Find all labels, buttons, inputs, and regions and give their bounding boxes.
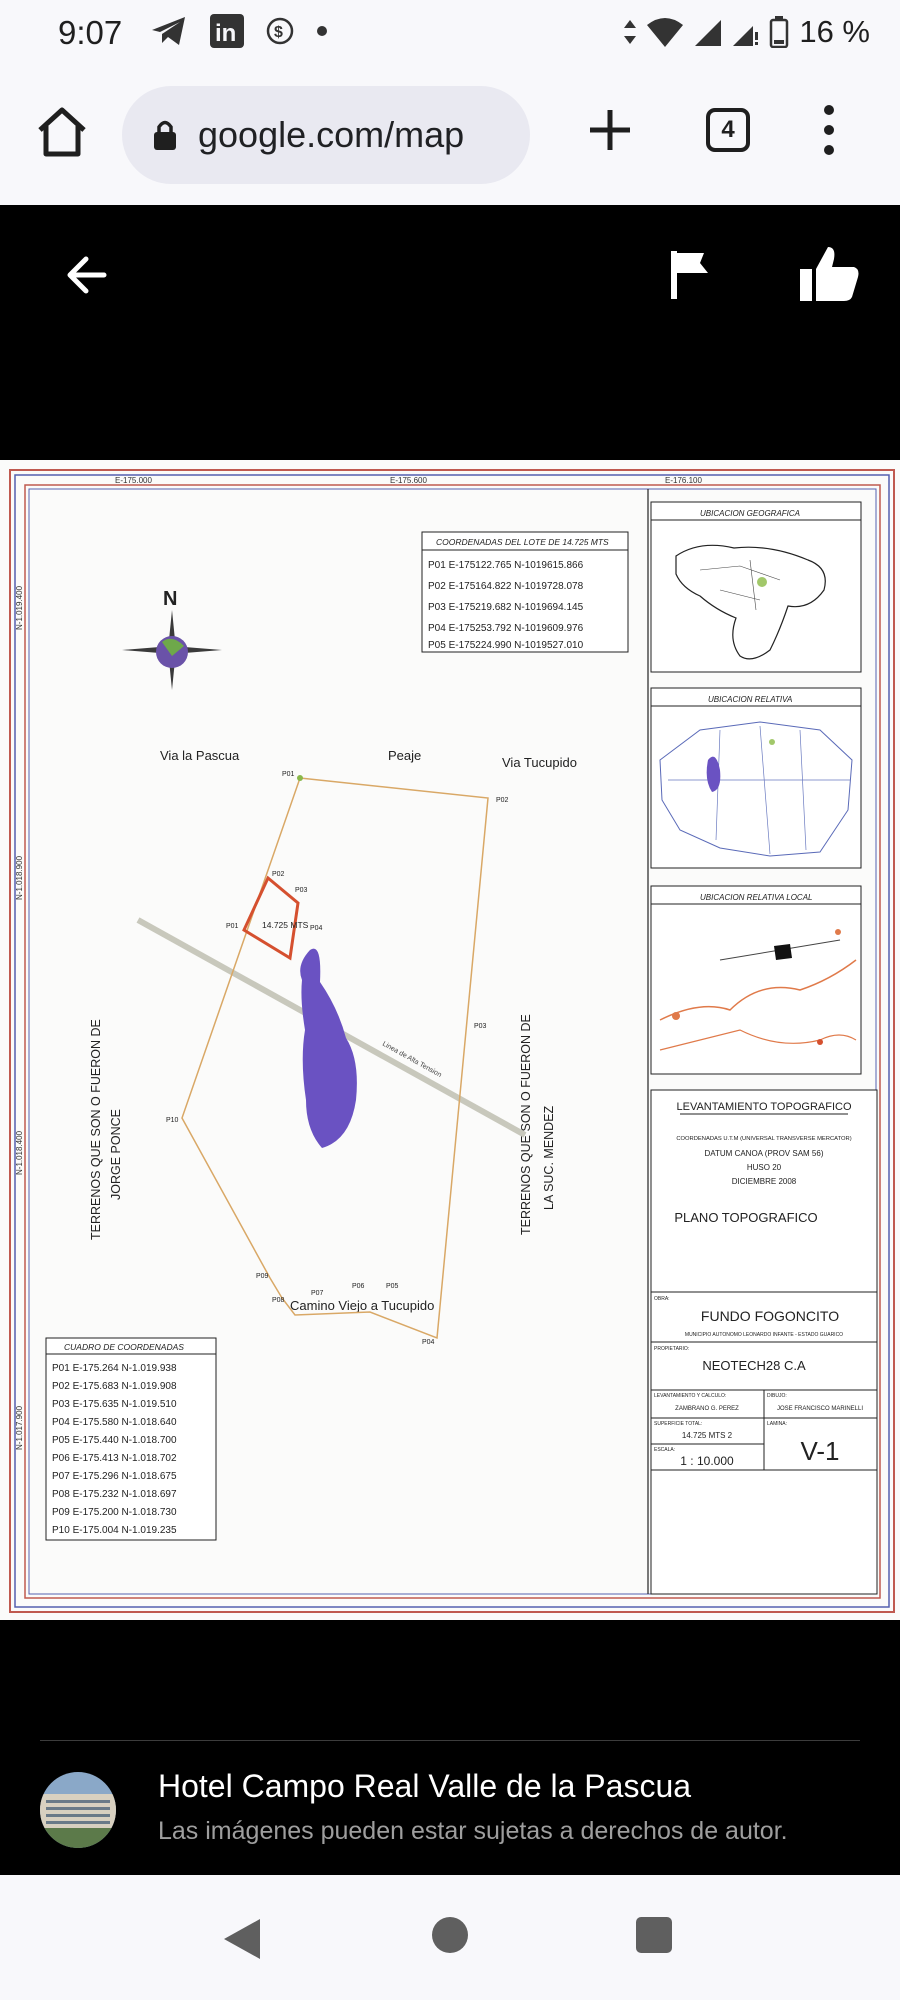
image-caption — [0, 1738, 900, 1875]
caption-divider — [40, 1740, 860, 1741]
north-label: N — [163, 588, 178, 610]
signal-2-icon — [731, 18, 759, 46]
thumbs-up-icon[interactable] — [798, 243, 860, 305]
propietario-label: PROPIETARIO: — [654, 1346, 690, 1352]
data-arrows-icon — [623, 18, 637, 46]
point-label: P03 — [295, 887, 308, 894]
nav-recents-icon[interactable] — [636, 1917, 672, 1953]
grid-label-left: N-1.018.900 — [15, 855, 24, 900]
label-terrenos-right: TERRENOS QUE SON O FUERON DE — [519, 1014, 533, 1235]
point-label: P08 — [272, 1297, 285, 1304]
owner-name: NEOTECH28 C.A — [702, 1358, 806, 1373]
url-text: google.com/map — [198, 114, 465, 155]
coord-table-row: P09 E-175.200 N-1.018.730 — [52, 1507, 177, 1518]
coordinates-table — [46, 1338, 216, 1540]
signal-icon — [693, 18, 721, 46]
caption-copyright: Las imágenes pueden estar sujetas a derechos de autor. — [158, 1817, 788, 1845]
municipio-text: MUNICIPIO AUTONOMO LEONARDO INFANTE - ESTADO GUARICO — [684, 1332, 844, 1338]
compass-rose-icon — [122, 588, 222, 690]
linkedin-icon — [210, 14, 244, 48]
lot-coordinates-table — [422, 532, 628, 652]
grid-label-left: N-1.019.400 — [15, 585, 24, 630]
label-via-tucupido: Via Tucupido — [502, 755, 577, 770]
title-line: DATUM CANOA (PROV SAM 56) — [704, 1149, 824, 1158]
topographic-map-image — [0, 460, 900, 1620]
label-linea-alta-tension: Linea de Alta Tension — [381, 1040, 443, 1079]
boundary-point-marker — [297, 775, 303, 781]
lot-table-row: P03 E-175219.682 N-1019694.145 — [428, 602, 584, 613]
caption-title[interactable]: Hotel Campo Real Valle de la Pascua — [158, 1768, 692, 1804]
svg-text:$: $ — [274, 24, 283, 41]
coord-table-row: P10 E-175.004 N-1.019.235 — [52, 1525, 177, 1536]
sheet-number: V-1 — [800, 1436, 840, 1466]
point-label: P07 — [311, 1290, 324, 1297]
lot-table-title: COORDENADAS DEL LOTE DE 14.725 MTS — [436, 537, 609, 547]
label-terrenos-left: TERRENOS QUE SON O FUERON DE — [89, 1019, 103, 1240]
point-label: P03 — [474, 1023, 487, 1030]
topographic-plan — [0, 460, 900, 1620]
label-terrenos-right-owner: LA SUC. MENDEZ — [542, 1105, 556, 1210]
point-label: P04 — [310, 925, 323, 932]
lamina-label: LAMINA: — [767, 1421, 788, 1427]
inset-title: UBICACION RELATIVA LOCAL — [700, 893, 813, 902]
coord-table-row: P04 E-175.580 N-1.018.640 — [52, 1417, 177, 1428]
source-thumbnail[interactable] — [40, 1772, 116, 1848]
tab-switcher-button[interactable]: 4 — [706, 108, 750, 152]
home-icon[interactable] — [30, 100, 94, 164]
point-label: P02 — [496, 797, 509, 804]
surveyor-name: ZAMBRANO G. PEREZ — [675, 1406, 739, 1412]
system-icons — [623, 14, 870, 50]
point-label: P01 — [282, 771, 295, 778]
label-terrenos-left-owner: JORGE PONCE — [109, 1109, 123, 1200]
grid-label-top: E-175.000 — [115, 476, 152, 485]
address-bar[interactable] — [122, 86, 530, 184]
status-time: 9:07 — [58, 14, 123, 51]
grid-label-top: E-175.600 — [390, 476, 427, 485]
fundo-name: FUNDO FOGONCITO — [700, 1308, 840, 1324]
lake-area — [300, 949, 357, 1148]
coord-table-row: P03 E-175.635 N-1.019.510 — [52, 1399, 177, 1410]
scale-value: 1 : 10.000 — [680, 1454, 734, 1468]
wifi-icon — [647, 17, 683, 47]
notification-icons — [150, 14, 328, 48]
drafter-name: JOSE FRANCISCO MARINELLI — [776, 1406, 864, 1412]
label-peaje: Peaje — [388, 748, 422, 763]
dot-icon — [316, 25, 328, 37]
title-block — [651, 1090, 877, 1594]
nav-home-icon[interactable] — [432, 1917, 468, 1953]
label-via-la-pascua: Via la Pascua — [160, 748, 240, 763]
lot-area-label: 14.725 MTS — [262, 920, 309, 930]
point-label: P06 — [352, 1283, 365, 1290]
nav-back-icon[interactable] — [222, 1917, 262, 1961]
svg-text:in: in — [215, 20, 237, 47]
point-label: P01 — [226, 923, 239, 930]
coord-table-title: CUADRO DE COORDENADAS — [64, 1342, 184, 1352]
plan-title: PLANO TOPOGRAFICO — [674, 1210, 818, 1225]
more-menu-icon[interactable] — [812, 100, 846, 160]
inset-local-location — [651, 886, 861, 1074]
title-line: DICIEMBRE 2008 — [731, 1177, 797, 1186]
browser-toolbar — [0, 70, 900, 205]
inset-relative-location — [651, 688, 861, 868]
point-label: P10 — [166, 1117, 179, 1124]
dollar-icon — [266, 17, 294, 45]
lot-table-row: P02 E-175164.822 N-1019728.078 — [428, 581, 584, 592]
dibujo-label: DIBUJO: — [767, 1393, 787, 1399]
inset-title: UBICACION RELATIVA — [708, 695, 793, 704]
inset-geographic-location — [651, 502, 861, 672]
coord-table-row: P02 E-175.683 N-1.019.908 — [52, 1381, 177, 1392]
lot-table-row: P05 E-175224.990 N-1019527.010 — [428, 640, 584, 651]
image-viewer — [0, 205, 900, 1875]
grid-label-left: N-1.017.900 — [15, 1405, 24, 1450]
new-tab-icon[interactable] — [580, 100, 640, 160]
battery-icon — [769, 16, 789, 48]
hotel-thumbnail-image — [40, 1772, 116, 1848]
lock-icon — [152, 118, 178, 152]
point-label: P09 — [256, 1273, 269, 1280]
obra-label: OBRA: — [654, 1296, 670, 1302]
coord-table-row: P07 E-175.296 N-1.018.675 — [52, 1471, 177, 1482]
title-line: HUSO 20 — [746, 1163, 782, 1172]
superficie-label: SUPERFICIE TOTAL: — [654, 1421, 703, 1427]
title-heading: LEVANTAMIENTO TOPOGRAFICO — [676, 1101, 852, 1113]
coord-table-row: P08 E-175.232 N-1.018.697 — [52, 1489, 177, 1500]
system-nav-bar — [0, 1875, 900, 2000]
lot-table-row: P04 E-175253.792 N-1019609.976 — [428, 623, 584, 634]
point-label: P02 — [272, 871, 285, 878]
coord-table-row: P05 E-175.440 N-1.018.700 — [52, 1435, 177, 1446]
lot-table-row: P01 E-175122.765 N-1019615.866 — [428, 560, 584, 571]
point-label: P04 — [422, 1339, 435, 1346]
escala-label: ESCALA: — [654, 1447, 676, 1453]
back-arrow-icon[interactable] — [60, 247, 116, 303]
telegram-icon — [150, 15, 188, 47]
battery-percent: 16 % — [799, 14, 870, 49]
surface-value: 14.725 MTS 2 — [681, 1431, 733, 1440]
grid-label-left: N-1.018.400 — [15, 1130, 24, 1175]
label-camino-viejo: Camino Viejo a Tucupido — [290, 1298, 435, 1313]
levantamiento-label: LEVANTAMIENTO Y CALCULO: — [654, 1393, 727, 1399]
flag-icon[interactable] — [668, 249, 716, 301]
point-label: P05 — [386, 1283, 399, 1290]
status-bar — [0, 0, 900, 70]
grid-label-top: E-176.100 — [665, 476, 702, 485]
title-line: COORDENADAS U.T.M (UNIVERSAL TRANSVERSE MERCATOR) — [676, 1136, 852, 1142]
coord-table-row: P01 E-175.264 N-1.019.938 — [52, 1363, 177, 1374]
coord-table-row: P06 E-175.413 N-1.018.702 — [52, 1453, 177, 1464]
inset-title: UBICACION GEOGRAFICA — [700, 509, 801, 518]
